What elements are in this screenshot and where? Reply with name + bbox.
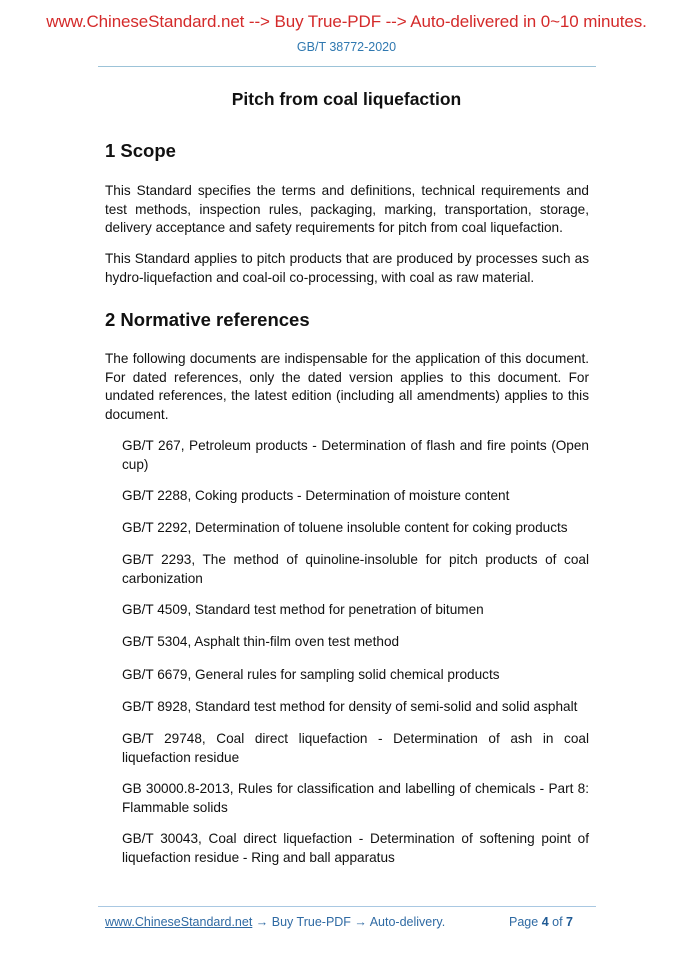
page-current: 4: [541, 915, 549, 929]
standard-number: GB/T 38772-2020: [296, 40, 397, 54]
footer-divider: [98, 906, 596, 907]
reference-item: GB/T 6679, General rules for sampling solid chemical products: [122, 667, 500, 682]
reference-item: GB/T 2292, Determination of toluene insoluble content for coking products: [122, 520, 568, 535]
reference-item: GB 30000.8-2013, Rules for classification and labelling of chemicals - Part 8: Flammable solids: [122, 781, 589, 815]
page-label: Page: [509, 915, 539, 929]
scope-paragraph-1: This Standard specifies the terms and definitions, technical requirements and test methods, inspection rules, packaging, marking, transportation, storage, delivery acceptance and safety requirements for pitch from coal liquefaction.: [105, 183, 589, 235]
footer-promo-text: → Buy True-PDF → Auto-delivery.: [252, 915, 446, 929]
promo-banner-link[interactable]: www.ChineseStandard.net --> Buy True-PDF --> Auto-delivered in 0~10 minutes.: [46, 12, 647, 31]
reference-item: GB/T 29748, Coal direct liquefaction - Determination of ash in coal liquefaction residue: [122, 731, 589, 765]
header-divider: [98, 66, 596, 67]
page-total: 7: [566, 915, 573, 929]
reference-item: GB/T 2288, Coking products - Determination of moisture content: [122, 488, 510, 503]
section-heading-scope: 1 Scope: [105, 140, 176, 161]
reference-item: GB/T 8928, Standard test method for density of semi-solid and solid asphalt: [122, 699, 578, 714]
reference-item: GB/T 5304, Asphalt thin-film oven test method: [122, 634, 400, 649]
normative-intro-paragraph: The following documents are indispensable for the application of this document. For dated references, only the dated version applies to this document. For undated references, the latest edition (including all amendments) applies to this document.: [105, 351, 589, 422]
section-heading-normative-references: 2 Normative references: [105, 309, 310, 330]
page-of-label: of: [552, 915, 563, 929]
reference-item: GB/T 267, Petroleum products - Determination of flash and fire points (Open cup): [122, 438, 589, 472]
reference-item: GB/T 2293, The method of quinoline-insoluble for pitch products of coal carbonization: [122, 552, 589, 586]
reference-item: GB/T 4509, Standard test method for penetration of bitumen: [122, 602, 484, 617]
scope-paragraph-2: This Standard applies to pitch products that are produced by processes such as hydro-liquefaction and coal-oil co-processing, with coal as raw material.: [105, 251, 589, 285]
reference-item: GB/T 30043, Coal direct liquefaction - Determination of softening point of liquefaction residue - Ring and ball apparatus: [122, 831, 589, 865]
page-indicator: [509, 915, 573, 929]
document-title: Pitch from coal liquefaction: [231, 89, 462, 109]
footer-site-link[interactable]: www.ChineseStandard.net: [105, 915, 253, 929]
